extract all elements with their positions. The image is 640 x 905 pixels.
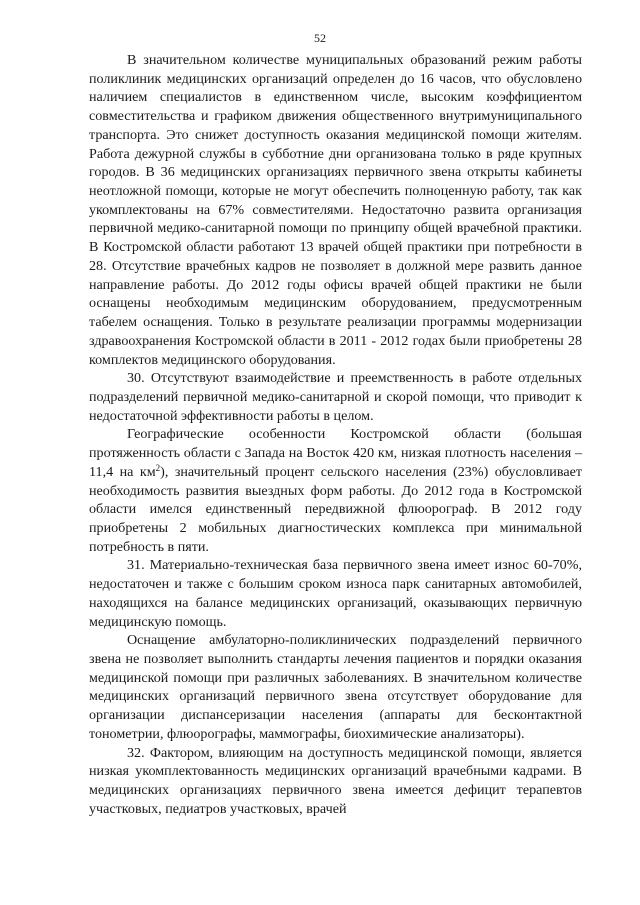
paragraph-geography xyxy=(89,425,582,556)
document-body xyxy=(89,51,582,818)
paragraph-32-staffing: 32. Фактором, влияющим на доступность медицинской помощи, является низкая укомплектованность медицинских организаций врачебными кадрами. В медицинских организациях первичного звена имеется дефицит терапевтов участковых, педиатров участковых, врачей xyxy=(89,744,582,817)
paragraph-work-schedule: В значительном количестве муниципальных образований режим работы поликлиник медицинских организаций определен до 16 часов, что обусловлено наличием специалистов в единственном числе, высоким коэффициентом совместительства и графиком движения общественного внутримуниципального транспорта. Это снижет доступность оказания медицинской помощи жителям. Работа дежурной службы в субботние дни организована только в ряде крупных городов. В 36 медицинских организациях первичного звена открыты кабинеты неотложной помощи, которые не могут обеспечить полноценную работу, так как укомплектованы на 67% совместителями. Недостаточно развита организация первичной медико-санитарной помощи по принципу общей врачебной практики. В Костромской области работают 13 врачей общей практики при потребности в 28. Отсутствие врачебных кадров не позволяет в должной мере развить данное направление работы. До 2012 годы офисы врачей общей практики не были оснащены необходимым медицинским оборудованием, предусмотренным табелем оснащения. Только в результате реализации программы модернизации здравоохранения Костромской области в 2011 - 2012 годах были приобретены 28 комплектов медицинского оборудования. xyxy=(89,52,582,368)
paragraph-31-material-base: 31. Материально-техническая база первичного звена имеет износ 60-70%, недостаточен и также с большим сроком износа парк санитарных автомобилей, находящихся на балансе медицинских организаций, оказывающих первичную медицинскую помощь. xyxy=(89,557,582,630)
paragraph-30-interaction: 30. Отсутствуют взаимодействие и преемственность в работе отдельных подразделений первичной медико-санитарной и скорой помощи, что приводит к недостаточной эффективности работы в целом. xyxy=(89,370,582,424)
page-number: 52 xyxy=(314,31,326,45)
paragraph-geography-text-end: ), значительный процент сельского населения (23%) обусловливает необходимость развития выездных форм работы. До 2012 года в Костромской области имелся единственный передвижной флюорограф. В 2012 году приобретены 2 мобильных диагностических комплекса при минимальной потребность в пяти. xyxy=(89,463,582,555)
paragraph-equipment: Оснащение амбулаторно-поликлинических подразделений первичного звена не позволяет выполнить стандарты лечения пациентов и порядки оказания медицинской помощи при различных заболеваниях. В значительном количестве медицинских организаций первичного звена отсутствует оборудование для организации диспансеризации населения (аппараты для бесконтактной тонометрии, флюорографы, маммографы, биохимические анализаторы). xyxy=(89,632,582,742)
superscript-km-squared: 2 xyxy=(155,462,161,473)
paragraph-geography-text-start: Географические особенности Костромской области (большая протяженность области с Запада на Восток 420 км, низкая плотность населения – 11,4 на км xyxy=(89,426,582,480)
